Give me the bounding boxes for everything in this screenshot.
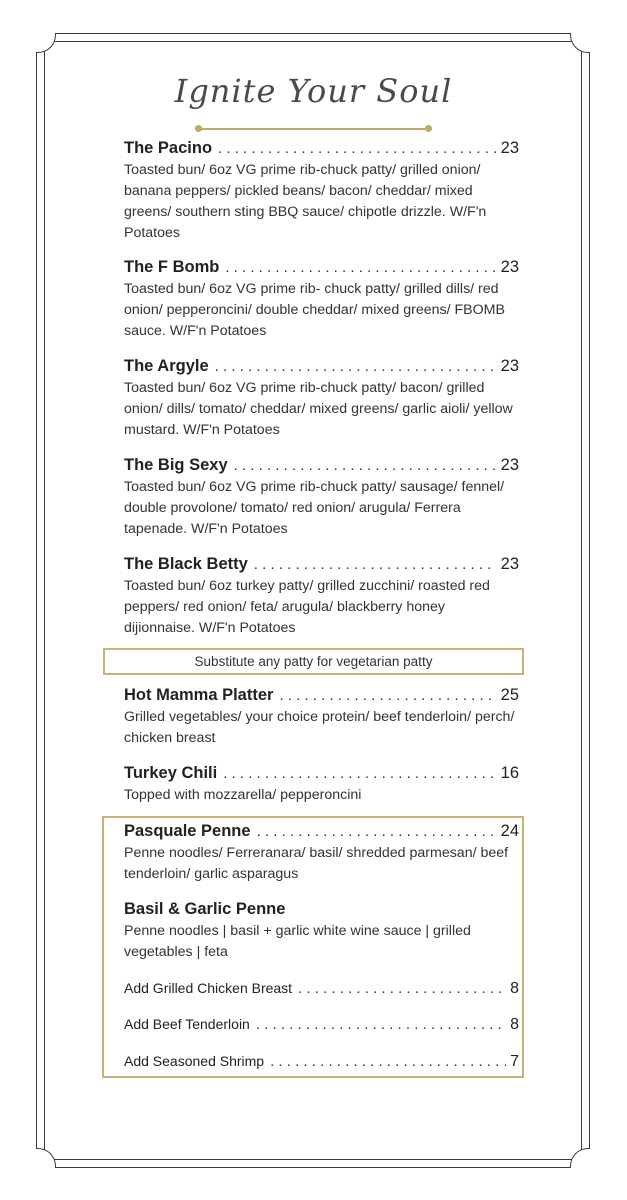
item-name: The Black Betty bbox=[124, 555, 248, 573]
menu-item bbox=[124, 764, 519, 806]
menu-item bbox=[124, 456, 519, 540]
leader-dots bbox=[256, 1016, 506, 1033]
item-name: The Big Sexy bbox=[124, 456, 228, 474]
item-price: 24 bbox=[500, 822, 519, 840]
item-description: Toasted bun/ 6oz VG prime rib-chuck patty/ sausage/ fennel/ double provolone/ tomato/ red onion/ arugula/ Ferrera tapenade. W/F'n Potatoes bbox=[124, 479, 505, 537]
menu-item bbox=[124, 686, 519, 749]
menu-item bbox=[124, 555, 519, 639]
leader-dots bbox=[254, 556, 497, 573]
vegetarian-note: Substitute any patty for vegetarian patty bbox=[103, 648, 524, 675]
menu-item bbox=[124, 822, 519, 885]
title-rule bbox=[198, 128, 430, 130]
menu-item bbox=[124, 258, 519, 342]
item-name: Pasquale Penne bbox=[124, 822, 251, 840]
item-name: Hot Mamma Platter bbox=[124, 686, 274, 704]
item-description: Toasted bun/ 6oz turkey patty/ grilled zucchini/ roasted red peppers/ red onion/ feta/ arugula/ blackberry honey dijionnaise. W/F'n Potatoes bbox=[124, 578, 490, 636]
leader-dots bbox=[270, 1053, 506, 1070]
menu-item bbox=[124, 900, 519, 963]
addon-price: 8 bbox=[510, 1016, 519, 1033]
menu-item bbox=[124, 139, 519, 244]
addon-price: 8 bbox=[510, 980, 519, 997]
leader-dots bbox=[279, 687, 496, 704]
item-price: 23 bbox=[500, 258, 519, 276]
item-price: 25 bbox=[500, 686, 519, 704]
item-name: Turkey Chili bbox=[124, 764, 218, 782]
addon-name: Add Beef Tenderloin bbox=[124, 1016, 250, 1032]
item-description: Toasted bun/ 6oz VG prime rib- chuck patty/ grilled dills/ red onion/ pepperoncini/ double cheddar/ mixed greens/ FBOMB sauce. W/F'n Potatoes bbox=[124, 281, 505, 339]
item-name: The Argyle bbox=[124, 357, 209, 375]
item-price: 23 bbox=[500, 555, 519, 573]
menu-item bbox=[124, 357, 519, 441]
leader-dots bbox=[298, 980, 506, 997]
addon-item bbox=[124, 980, 519, 998]
item-price: 23 bbox=[500, 456, 519, 474]
addon-item bbox=[124, 1053, 519, 1071]
item-description: Penne noodles | basil + garlic white wine sauce | grilled vegetables | feta bbox=[124, 923, 471, 960]
addon-price: 7 bbox=[510, 1053, 519, 1070]
title-rule-dot bbox=[425, 125, 432, 132]
item-price: 16 bbox=[500, 764, 519, 782]
item-description: Grilled vegetables/ your choice protein/ beef tenderloin/ perch/ chicken breast bbox=[124, 709, 515, 746]
item-description: Topped with mozzarella/ pepperoncini bbox=[124, 787, 362, 803]
leader-dots bbox=[215, 358, 497, 375]
item-description: Toasted bun/ 6oz VG prime rib-chuck patty/ grilled onion/ banana peppers/ pickled beans/ bacon/ cheddar/ mixed greens/ southern sting BBQ sauce/ chipotle drizzle. W/F'n Potatoes bbox=[124, 162, 487, 241]
item-name: The F Bomb bbox=[124, 258, 220, 276]
item-name: Basil & Garlic Penne bbox=[124, 900, 286, 918]
leader-dots bbox=[218, 140, 497, 157]
leader-dots bbox=[234, 457, 497, 474]
item-description: Penne noodles/ Ferreranara/ basil/ shredded parmesan/ beef tenderloin/ garlic asparagus bbox=[124, 845, 509, 882]
addon-name: Add Seasoned Shrimp bbox=[124, 1053, 265, 1069]
leader-dots bbox=[225, 259, 496, 276]
item-price: 23 bbox=[500, 139, 519, 157]
menu-title: Ignite Your Soul bbox=[174, 72, 453, 110]
addon-item bbox=[124, 1016, 519, 1034]
item-price: 23 bbox=[500, 357, 519, 375]
leader-dots bbox=[257, 823, 497, 840]
leader-dots bbox=[223, 765, 496, 782]
item-name: The Pacino bbox=[124, 139, 213, 157]
addon-name: Add Grilled Chicken Breast bbox=[124, 980, 293, 996]
item-description: Toasted bun/ 6oz VG prime rib-chuck patty/ bacon/ grilled onion/ dills/ tomato/ cheddar/ mixed greens/ garlic aioli/ yellow mustard. W/F'n Potatoes bbox=[124, 380, 513, 438]
